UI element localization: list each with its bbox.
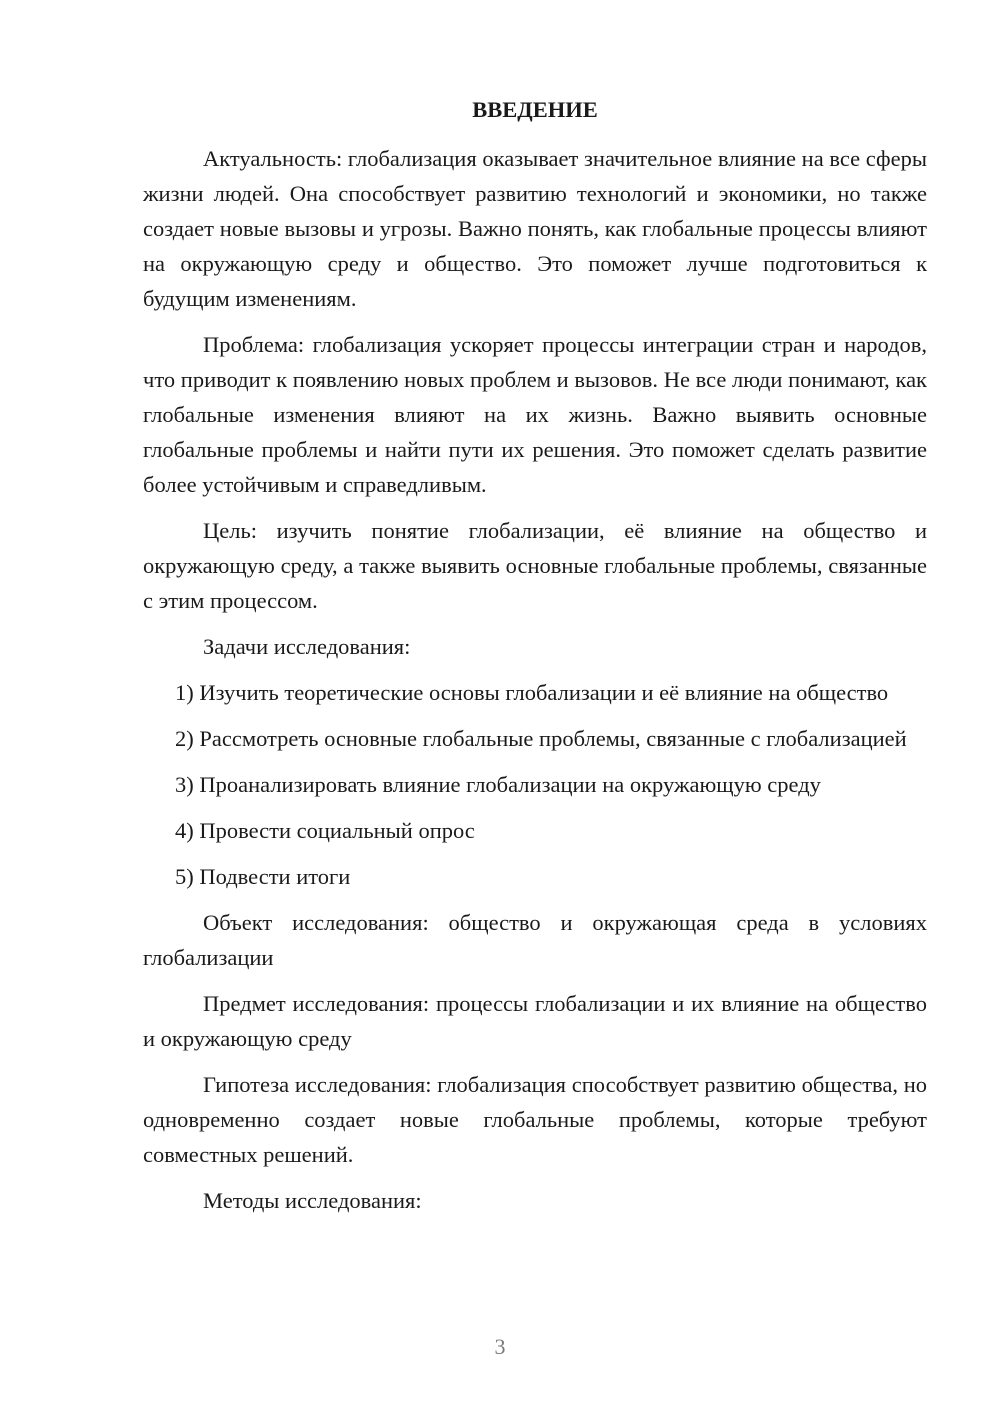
task-item-2: 2) Рассмотреть основные глобальные проблемы, связанные с глобализацией (175, 726, 907, 751)
task-item-4: 4) Провести социальный опрос (175, 818, 475, 843)
paragraph-goal: Цель: изучить понятие глобализации, её влияние на общество и окружающую среду, а также выявить основные глобальные проблемы, связанные с этим процессом. (143, 518, 927, 613)
task-item-3: 3) Проанализировать влияние глобализации на окружающую среду (175, 772, 821, 797)
document-page (143, 94, 927, 1229)
paragraph-object: Объект исследования: общество и окружающая среда в условиях глобализации (143, 910, 927, 970)
page-number: 3 (494, 1334, 506, 1359)
paragraph-problem: Проблема: глобализация ускоряет процессы интеграции стран и народов, что приводит к появлению новых проблем и вызовов. Не все люди понимают, как глобальные изменения влияют на их жизнь. Важно выявить основные глобальные проблемы и найти пути их решения. Это поможет сделать развитие более устойчивым и справедливым. (143, 332, 927, 497)
paragraph-methods-heading: Методы исследования: (203, 1188, 422, 1213)
task-item-5: 5) Подвести итоги (175, 864, 351, 889)
paragraph-hypothesis: Гипотеза исследования: глобализация способствует развитию общества, но одновременно создает новые глобальные проблемы, которые требуют совместных решений. (143, 1072, 927, 1167)
paragraph-relevance: Актуальность: глобализация оказывает значительное влияние на все сферы жизни людей. Она способствует развитию технологий и экономики, но также создает новые вызовы и угрозы. Важно понять, как глобальные процессы влияют на окружающую среду и общество. Это поможет лучше подготовиться к будущим изменениям. (143, 146, 927, 311)
paragraph-tasks-heading: Задачи исследования: (203, 634, 411, 659)
section-heading: ВВЕДЕНИЕ (472, 97, 598, 122)
task-item-1: 1) Изучить теоретические основы глобализации и её влияние на общество (175, 680, 889, 705)
paragraph-subject: Предмет исследования: процессы глобализации и их влияние на общество и окружающую среду (143, 991, 927, 1051)
